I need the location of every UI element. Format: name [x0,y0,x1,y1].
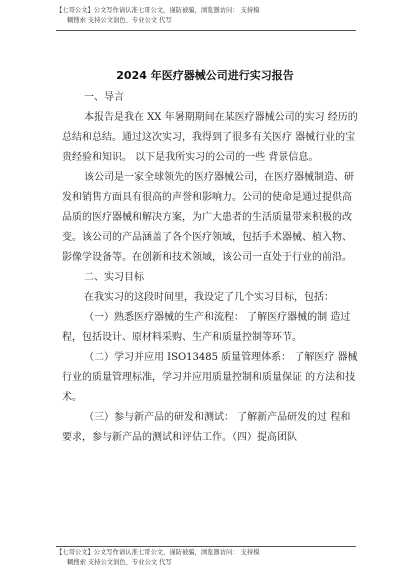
footer-divider [56,546,356,547]
footer-line-2: 糊搜索 支持公文润色、专业公文 代写 [67,559,172,566]
paragraph-goals-intro: 在我实习的这段时间里，我设定了几个实习目标，包括： [84,292,334,303]
goal-item-1: （一）熟悉医疗器械的生产和流程： 了解医疗器械的制 造过程，包括设计、原材料采购、生产和质量控制等环节。 [62,312,351,343]
goal-item-3: （三）参与新产品的研发和测试： 了解新产品研发的过 程和要求，参与新产品的测试和评估工作。（四）提高团队 [62,412,351,443]
page-header [56,6,376,26]
document-body [62,88,360,448]
page-footer [56,548,376,568]
paragraph-company: 该公司是一家全球领先的医疗器械公司，在医疗器械制造、研发和销售方面具有很高的声誉和影响力。公司的使命是通过提供高品质的医疗器械和解决方案，为广大患者的生活质量带来积极的改变。该公司的产品涵盖了各个医疗领域，包括手术器械、植入物、影像学设备等。在创新和技术领域，该公司一直处于行业的前沿。 [62,172,354,263]
header-line-1: 【七哥公文】公文写作请认准七哥公文，谨防被骗，浏览器访问： 支持模 [56,7,260,14]
footer-line-1: 【七哥公文】公文写作请认准七哥公文，谨防被骗，浏览器访问： 支持模 [56,549,260,556]
goal-item-2: （二）学习并应用 ISO13485 质量管理体系： 了解医疗 器械行业的质量管理标准，学习并应用质量控制和质量保证 的方法和技术。 [62,352,358,403]
header-line-2: 糊搜索 支持公文润色、专业公文 代写 [67,17,172,24]
paragraph-intro: 本报告是我在 XX 年暑期期间在某医疗器械公司的实习 经历的总结和总结。通过这次实习，我得到了很多有关医疗 器械行业的宝贵经验和知识。 以下是我所实习的公司的一些 背景信息。 [62,112,358,163]
document-title: 2024 年医疗器械公司进行实习报告 [116,69,294,82]
header-divider [56,30,356,31]
section-heading-goals: 二、实习目标 [84,272,144,283]
section-heading-intro: 一、导言 [84,92,124,103]
